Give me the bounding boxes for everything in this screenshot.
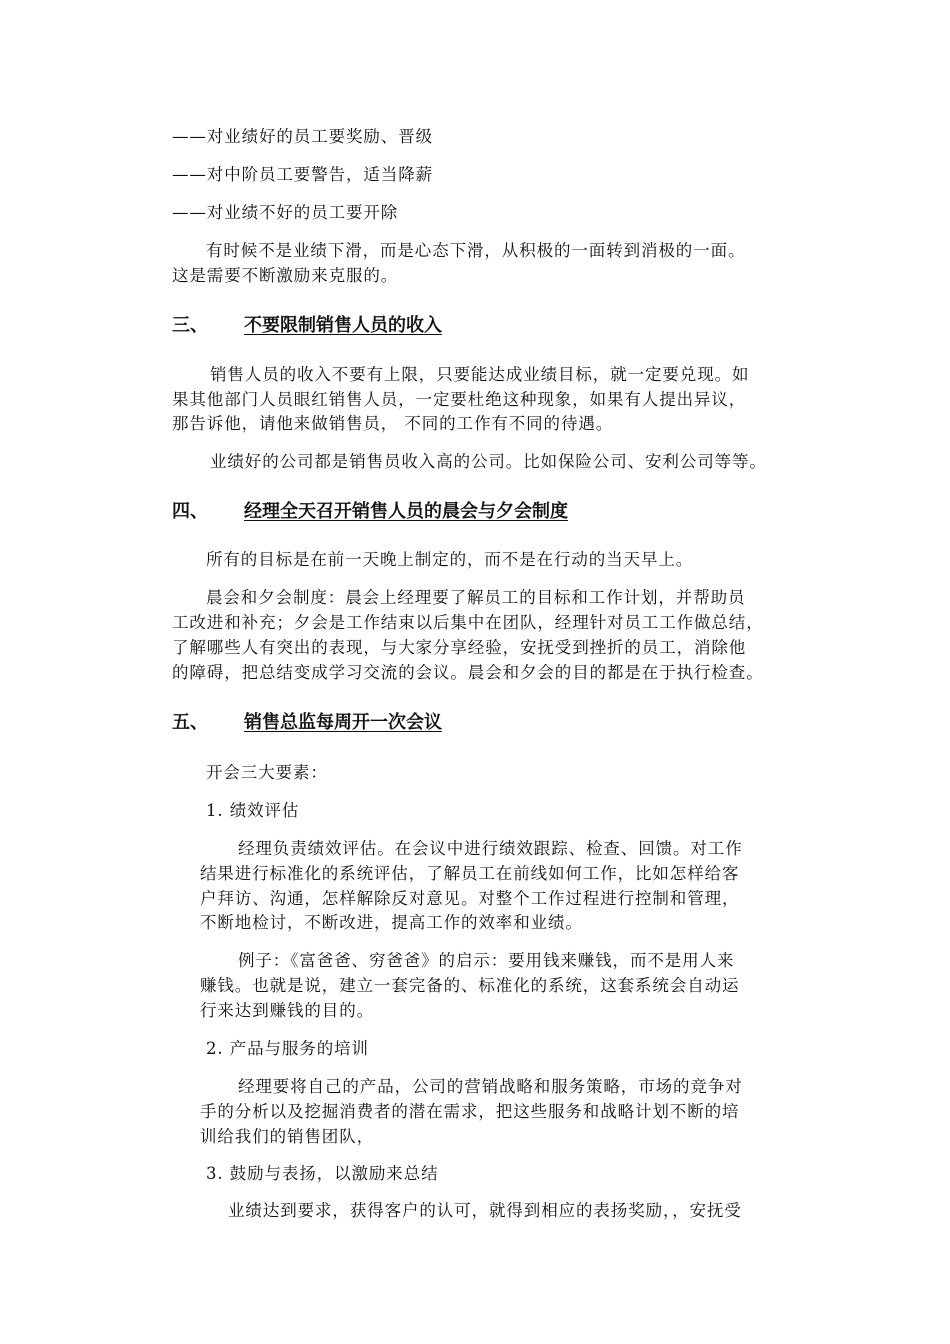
paragraph-income-line-2: 果其他部门人员眼红销售人员，一定要杜绝这种现象，如果有人提出异议， — [172, 390, 747, 409]
section-title: 销售总监每周开一次会议 — [244, 712, 442, 733]
section-number: 三、 — [172, 315, 208, 336]
section-number: 五、 — [172, 712, 208, 733]
paragraph-praise-line-1: 业绩达到要求，获得客户的认可，就得到相应的表扬奖励，，安抚受 — [228, 1201, 742, 1220]
paragraph-evaluation-line-1: 经理负责绩效评估。在会议中进行绩效跟踪、检查、回馈。对工作 — [238, 839, 743, 858]
bullet-warn: ——对中阶员工要警告，适当降薪 — [172, 165, 433, 184]
paragraph-meetings-line-3: 了解哪些人有突出的表现，与大家分享经验，安抚受到挫折的员工，消除他 — [172, 638, 747, 657]
list-item-1-label: 1. 绩效评估 — [206, 801, 300, 820]
paragraph-meetings-line-4: 的障碍，把总结变成学习交流的会议。晨会和夕会的目的都是在于执行检查。 — [172, 663, 764, 682]
paragraph-example-line-2: 赚钱。也就是说，建立一套完备的、标准化的系统，这套系统会自动运 — [200, 976, 740, 995]
list-item-3-label: 3. 鼓励与表扬，以激励来总结 — [206, 1164, 439, 1183]
paragraph-three-elements: 开会三大要素： — [206, 763, 328, 782]
paragraph-evaluation-line-2: 结果进行标准化的系统评估，了解员工在前线如何工作，比如怎样给客 — [200, 864, 740, 883]
paragraph-goals: 所有的目标是在前一天晚上制定的，而不是在行动的当天早上。 — [206, 550, 694, 569]
paragraph-income-line-1: 销售人员的收入不要有上限，只要能达成业绩目标，就一定要兑现。如 — [210, 365, 750, 384]
section-title: 经理全天召开销售人员的晨会与夕会制度 — [244, 501, 568, 522]
bullet-reward: ——对业绩好的员工要奖励、晋级 — [172, 127, 433, 146]
paragraph-example-line-1: 例子：《富爸爸、穷爸爸》的启示：要用钱来赚钱，而不是用人来 — [238, 951, 735, 970]
paragraph-training-line-1: 经理要将自己的产品，公司的营销战略和服务策略，市场的竞争对 — [238, 1077, 743, 1096]
paragraph-meetings-line-1: 晨会和夕会制度：晨会上经理要了解员工的目标和工作计划，并帮助员 — [206, 588, 746, 607]
paragraph-training-line-3: 训给我们的销售团队， — [200, 1127, 374, 1146]
paragraph-evaluation-line-4: 不断地检讨，不断改进，提高工作的效率和业绩。 — [200, 913, 583, 932]
paragraph-example-line-3: 行来达到赚钱的目的。 — [200, 1001, 374, 1020]
paragraph-income-line-3: 那告诉他，请他来做销售员， 不同的工作有不同的待遇。 — [172, 414, 614, 433]
paragraph-meetings-line-2: 工改进和补充；夕会是工作结束以后集中在团队，经理针对员工工作做总结， — [172, 613, 764, 632]
list-item-2-label: 2. 产品与服务的培训 — [206, 1039, 369, 1058]
section-title: 不要限制销售人员的收入 — [244, 315, 442, 336]
paragraph-income-line-4: 业绩好的公司都是销售员收入高的公司。比如保险公司、安利公司等等。 — [210, 452, 767, 471]
paragraph-training-line-2: 手的分析以及挖掘消费者的潜在需求，把这些服务和战略计划不断的培 — [200, 1102, 740, 1121]
paragraph-mindset-line-2: 这是需要不断激励来克服的。 — [172, 266, 399, 285]
bullet-dismiss: ——对业绩不好的员工要开除 — [172, 203, 399, 222]
paragraph-evaluation-line-3: 户拜访、沟通，怎样解除反对意见。对整个工作过程进行控制和管理， — [200, 889, 740, 908]
section-number: 四、 — [172, 501, 208, 522]
paragraph-mindset-line-1: 有时候不是业绩下滑，而是心态下滑，从积极的一面转到消极的一面。 — [206, 241, 746, 260]
